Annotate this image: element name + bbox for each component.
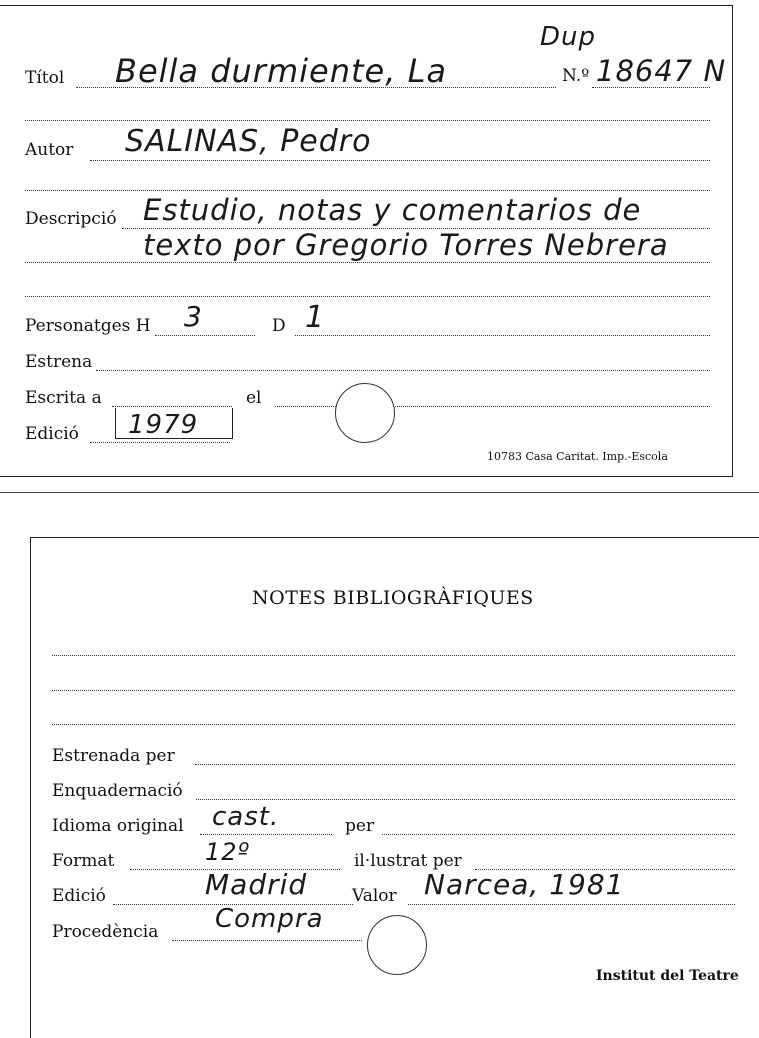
separator-line <box>0 492 759 493</box>
valor-value: Narcea, 1981 <box>424 868 625 901</box>
blank-line <box>52 724 735 725</box>
edicio-value: 1979 <box>128 410 199 440</box>
autor-value: SALINAS, Pedro <box>125 124 372 159</box>
procedencia-line <box>172 940 362 941</box>
enquadernacio-label: Enquadernació <box>52 781 183 801</box>
printer-credit: 10783 Casa Caritat. Imp.-Escola <box>487 450 668 463</box>
blank-line <box>25 120 710 121</box>
personatges-d-value: 1 <box>305 300 326 335</box>
format-value: 12º <box>205 838 250 866</box>
autor-label: Autor <box>25 140 74 160</box>
autor-line <box>90 160 710 161</box>
edicio-back-label: Edició <box>52 886 106 906</box>
descripcio-label: Descripció <box>25 209 117 229</box>
blank-line <box>52 690 735 691</box>
personatges-h-value: 3 <box>184 300 203 333</box>
idioma-per-label: per <box>345 816 375 836</box>
estrenada-label: Estrenada per <box>52 746 175 766</box>
valor-line <box>408 904 735 905</box>
format-label: Format <box>52 851 115 871</box>
titol-label: Títol <box>25 68 65 88</box>
institution-credit: Institut del Teatre <box>596 968 739 984</box>
edicio-line <box>90 442 230 443</box>
punch-hole <box>367 915 427 975</box>
estrenada-line <box>195 764 735 765</box>
personatges-label: Personatges H <box>25 316 151 336</box>
descripcio-line-2 <box>25 262 710 263</box>
illustrat-label: il·lustrat per <box>354 851 462 871</box>
personatges-h-line <box>155 335 255 336</box>
punch-hole <box>335 383 395 443</box>
numero-label: N.º <box>562 66 590 86</box>
descripcio-value-2: texto por Gregorio Torres Nebrera <box>143 228 669 262</box>
escrita-line <box>112 406 232 407</box>
idioma-line <box>200 834 332 835</box>
procedencia-value: Compra <box>215 904 324 934</box>
estrena-line <box>96 370 710 371</box>
dup-note: Dup <box>540 22 597 52</box>
idioma-label: Idioma original <box>52 816 184 836</box>
edicio-label: Edició <box>25 424 79 444</box>
idioma-value: cast. <box>212 802 280 832</box>
escrita-el-label: el <box>246 388 262 408</box>
personatges-d-line <box>295 335 710 336</box>
valor-label: Valor <box>352 886 397 906</box>
estrena-label: Estrena <box>25 352 93 372</box>
enquadernacio-line <box>196 799 735 800</box>
notes-heading: NOTES BIBLIOGRÀFIQUES <box>252 587 534 609</box>
numero-value: 18647 N <box>596 54 727 88</box>
blank-line <box>25 190 710 191</box>
blank-line <box>52 655 735 656</box>
procedencia-label: Procedència <box>52 922 159 942</box>
idioma-per-line <box>382 834 735 835</box>
blank-line <box>25 296 710 297</box>
personatges-d-label: D <box>272 316 286 336</box>
titol-value: Bella durmiente, La <box>115 52 447 90</box>
escrita-label: Escrita a <box>25 388 102 408</box>
descripcio-value-1: Estudio, notas y comentarios de <box>143 193 642 227</box>
edicio-back-value: Madrid <box>205 868 308 901</box>
